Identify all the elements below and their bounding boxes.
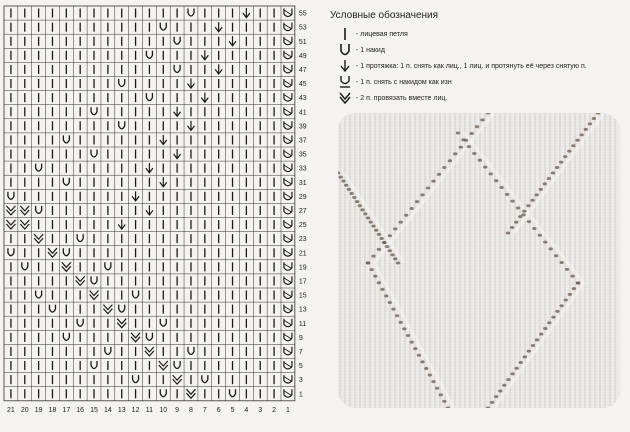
row-number: 43 [298,95,307,103]
row-number: 47 [298,66,307,74]
legend-title: Условные обозначения [330,10,439,21]
row-number: 37 [298,137,307,145]
knit-texture [338,113,620,408]
row-number: 33 [298,165,307,173]
column-number: 13 [117,406,126,414]
column-number: 1 [285,406,290,414]
legend-item-slip-yo [334,74,452,90]
row-number: 35 [298,151,307,159]
column-number: 20 [20,406,29,414]
legend-text-knit: - лицевая петля [356,30,408,38]
slip-knit-pass-icon [334,59,356,73]
column-number: 17 [62,406,71,414]
slip-with-yo-icon [334,75,356,89]
legend-text-skp: - 1 протяжка: 1 п. снять как лиц., 1 лиц. и протянуть её через снятую п. [356,62,587,70]
column-number: 4 [244,406,249,414]
knit-icon [334,27,356,41]
column-number: 2 [272,406,277,414]
yarn-over-icon [334,43,356,57]
row-number: 1 [298,391,303,399]
row-number: 45 [298,81,307,89]
row-number: 55 [298,10,307,18]
knitted-sample-photo [338,113,620,408]
column-number: 11 [145,406,154,414]
column-number: 21 [7,406,15,414]
legend-text-yo: - 1 накид [356,46,385,54]
row-number: 31 [298,179,307,187]
column-number: 3 [258,406,263,414]
column-number: 6 [216,406,221,414]
legend-item-yo [334,42,385,58]
row-number: 11 [298,320,307,328]
column-number: 9 [175,406,180,414]
row-number: 3 [298,377,303,385]
column-number: 5 [230,406,235,414]
row-number: 27 [298,207,307,215]
row-number: 39 [298,123,307,131]
row-number: 49 [298,52,307,60]
column-number: 7 [202,406,207,414]
row-number: 25 [298,222,307,230]
row-number: 9 [298,334,303,342]
legend-text-k2tog: - 2 п. провязать вместе лиц. [356,94,448,102]
legend-item-k2tog [334,90,447,106]
column-number: 15 [90,406,98,414]
k2tog-icon [334,91,356,105]
row-number: 23 [298,236,307,244]
row-number: 17 [298,278,307,286]
row-number: 7 [298,348,303,356]
column-number: 12 [131,406,140,414]
row-number: 29 [298,193,307,201]
row-number: 41 [298,109,307,117]
column-number: 18 [48,406,57,414]
column-number: 19 [34,406,43,414]
row-number: 19 [298,264,307,272]
legend-text-slip-yo: - 1 п. снять с накидом как изн [356,78,452,86]
row-number: 53 [298,24,307,32]
column-number: 14 [103,406,112,414]
column-number: 16 [76,406,85,414]
row-number: 5 [298,363,303,371]
row-number: 51 [298,38,307,46]
column-number: 10 [159,406,168,414]
column-number: 8 [189,406,193,414]
row-number: 13 [298,306,307,314]
legend-item-skp [334,58,587,74]
row-number: 15 [298,292,307,300]
row-number: 21 [298,250,307,258]
legend-item-knit [334,26,408,42]
